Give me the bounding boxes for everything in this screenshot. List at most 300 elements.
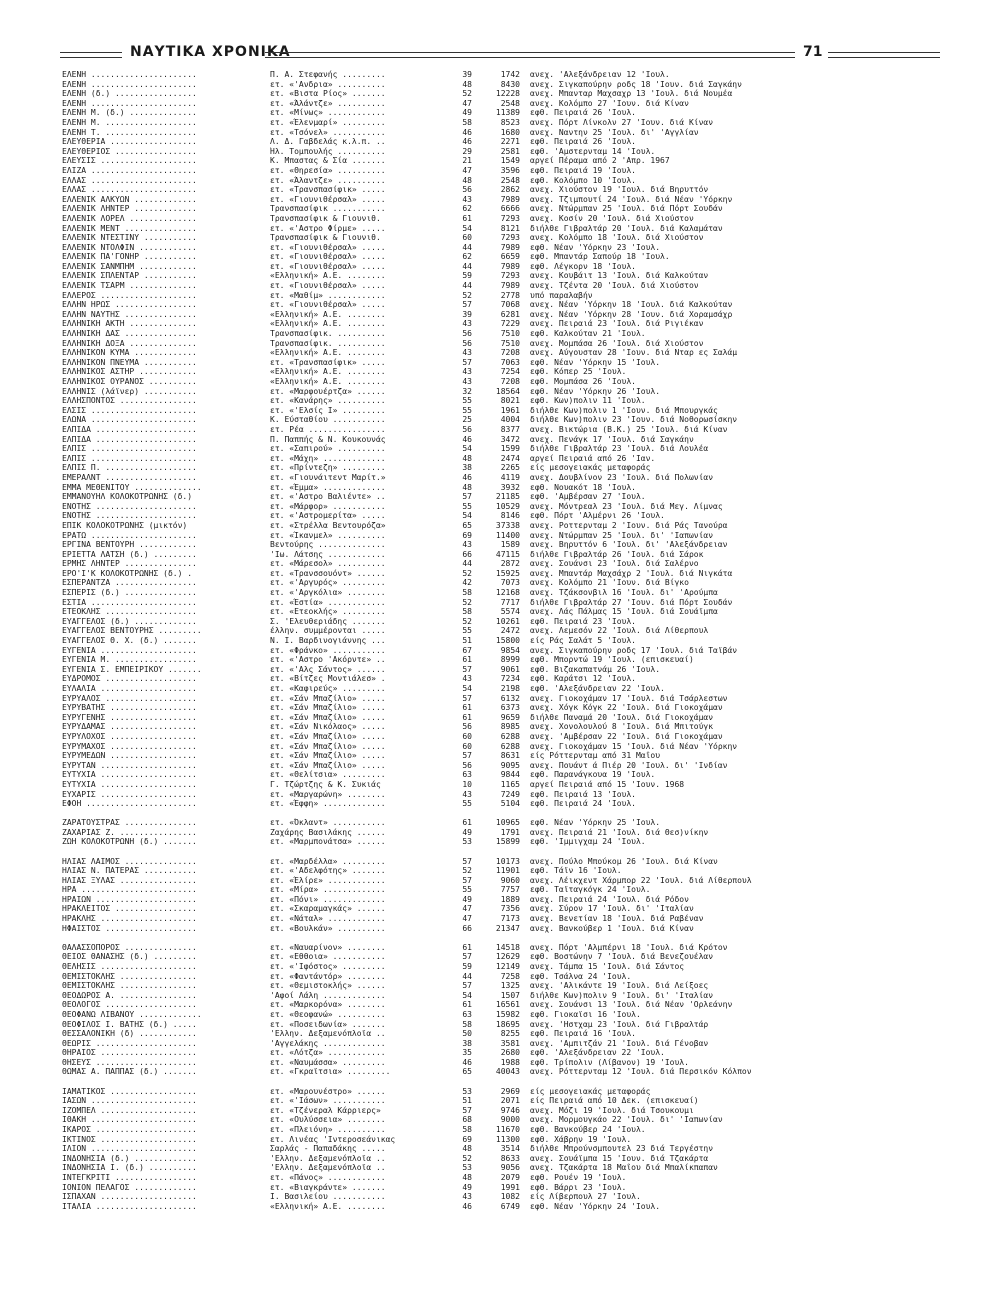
ship-status: εφθ. Πειραιά 23 'Ιουλ. [530, 616, 636, 626]
ship-entry [62, 99, 942, 109]
ship-entry [62, 751, 942, 761]
ship-status: εφθ. Πειραιά 16 'Ιουλ. [530, 1029, 636, 1039]
tonnage: 1988 [500, 1057, 520, 1067]
ship-owner: ετ. «Μάχη» ............. [270, 453, 386, 463]
ship-status: εφθ. Πειραιά 24 'Ιουλ. [530, 799, 636, 809]
tonnage: 1549 [500, 156, 520, 166]
ship-name: ΕΛΛΗΝΙΚΟΣ ΟΥΡΑΝΟΣ .......... [62, 377, 197, 386]
ship-owner: ετ. «'Αστρο Φίρμε» ..... [270, 223, 386, 233]
ship-entry [62, 1125, 942, 1135]
ship-name: ΕΛΣΙΣ ...................... [62, 405, 197, 415]
tonnage: 6288 [500, 731, 520, 741]
ship-name: ΕΛΠΙΣ ...................... [62, 453, 197, 463]
ship-status: εφθ. Βάρρι 23 'Ιουλ. [530, 1182, 627, 1192]
build-year: 53 [462, 837, 472, 847]
build-year: 44 [462, 261, 472, 271]
ship-entry [62, 1106, 942, 1116]
tonnage: 2271 [500, 137, 520, 147]
ship-owner: ετ. «Μαρδέλλα» ......... [270, 856, 386, 866]
ship-entry [62, 617, 942, 627]
build-year: 55 [462, 396, 472, 406]
ship-owner: ετ. «Τσόνελ» ........... [270, 127, 386, 137]
ship-status: ανεχ. Δουβλίνον 23 'Ιουλ. διά Πολωνίαν [530, 472, 714, 482]
ship-status: ανεχ. Σιγκαπούρην ροδς 17 'Ιουλ. διά Ταϊβάν [530, 645, 738, 655]
tonnage: 6373 [500, 703, 520, 713]
tonnage: 9060 [500, 875, 520, 885]
tonnage: 7173 [500, 914, 520, 924]
ship-owner: ετ. «Βιστα Ρίος» ....... [270, 89, 386, 99]
ship-status: ανεχ. Νέαν 'Υόρκην 18 'Ιουλ. διά Καλκούταν [530, 300, 733, 310]
ship-status: ανεχ. Πειραιά 24 'Ιουλ. διά Ρόδον [530, 894, 689, 904]
ship-name: ΘΗΣΕΥΣ ..................... [62, 1057, 197, 1067]
ship-owner: 'Αγγελάκης ............. [270, 1038, 386, 1048]
ship-status: ανεχ. Σουάϊμπα 15 'Ιουν. διά Τζακάρτα [530, 1153, 709, 1163]
ship-status: εφθ. 'Αμστερνταμ 14 'Ιουλ. [530, 146, 656, 156]
ship-name: ΕΡΙΕΤΤΑ ΛΑΤΣΗ (δ.) ......... [62, 549, 197, 559]
ship-name: ΕΛΠΙΣ ...................... [62, 444, 197, 454]
ship-status: διήλθε Κων)πολιν 1 'Ιουν. διά Μπουργκάς [530, 405, 718, 415]
ship-entry [62, 665, 942, 675]
ship-status: εφθ. Νέαν 'Υόρκην 24 'Ιουλ. [530, 1201, 661, 1211]
build-year: 53 [462, 1086, 472, 1096]
build-year: 48 [462, 175, 472, 185]
build-year: 44 [462, 281, 472, 291]
ship-entry [62, 684, 942, 694]
tonnage: 7717 [500, 597, 520, 607]
tonnage: 11901 [495, 866, 520, 876]
ship-status: ανεχ. Βενετίαν 18 'Ιουλ. διά Ραβέναν [530, 914, 704, 924]
ship-entry [62, 1000, 942, 1010]
ship-name: ΕΛΛΕΝΙΚ ΑΛΚΥΩΝ ............. [62, 194, 197, 204]
ship-owner: ετ. «'Αργκόλια» ........ [270, 588, 386, 598]
tonnage: 8021 [500, 396, 520, 406]
ship-status: είς Ράς Σαλάτ 5 'Ιουλ. [530, 636, 636, 646]
tonnage: 6281 [500, 309, 520, 319]
ship-owner: 'Ιω. Λάτσης ............ [270, 549, 386, 559]
ship-status: ανεχ. Πειραιά 21 'Ιουλ. διά Θεσ)νίκην [530, 827, 709, 837]
ship-owner: Τρανσπασίφικ & Γιουνιθ. [270, 213, 381, 223]
build-year: 46 [462, 127, 472, 137]
ship-owner: ετ. «Σάν Μπαζίλιο» ..... [270, 731, 386, 741]
ship-entry [62, 924, 942, 934]
build-year: 57 [462, 981, 472, 991]
ship-owner: ετ. «Γιουνιθέρσαλ» ..... [270, 281, 386, 291]
tonnage: 1889 [500, 894, 520, 904]
tonnage: 8255 [500, 1029, 520, 1039]
ship-name: ΕΣΠΕΡΙΣ (δ.) ............... [62, 588, 197, 598]
build-year: 50 [462, 1029, 472, 1039]
build-year: 69 [462, 1134, 472, 1144]
ship-owner: ετ. «Μίρα» ............. [270, 885, 386, 895]
ship-entry [62, 118, 942, 128]
ship-owner: ετ. «Σάν Μπαζίλιο» ..... [270, 741, 386, 751]
ship-entry [62, 962, 942, 972]
ship-entry [62, 722, 942, 732]
build-year: 48 [462, 1144, 472, 1154]
ship-entry [62, 703, 942, 713]
ship-name: ΕΥΡΥΒΑΤΗΣ .................. [62, 703, 197, 713]
build-year: 60 [462, 741, 472, 751]
ship-status: εφθ. 'Ιμμιγχαμ 24 'Ιουλ. [530, 837, 646, 847]
ship-owner: ετ. «Έμμα» ............. [270, 482, 386, 492]
ship-entry [62, 904, 942, 914]
ship-status: εφθ. Γιοκαϊσι 16 'Ιουλ. [530, 1009, 641, 1019]
ship-name: ΕΜΕΡΑΛΝΤ ................... [62, 472, 197, 482]
build-year: 52 [462, 1153, 472, 1163]
ship-name: ΕΥΡΥΤΑΝ .................... [62, 760, 197, 770]
tonnage: 6288 [500, 741, 520, 751]
ship-status: διήλθε Κων)πολιν 23 'Ιουν. διά Νοθορωσίσκην [530, 415, 738, 425]
ship-name: ΕΦΟΗ ....................... [62, 799, 197, 809]
build-year: 58 [462, 117, 472, 127]
build-year: 43 [462, 367, 472, 377]
ship-status: εφθ. Μπορντώ 19 'Ιουλ. (επισκευαί) [530, 655, 694, 665]
ship-owner: ετ. «Πάνος» ............ [270, 1172, 386, 1182]
ship-name: ΕΥΓΕΝΙΑ Μ. ................. [62, 655, 197, 665]
ship-entry [62, 1010, 942, 1020]
ship-name: ΕΛΛΗΝ ΗΡΩΣ ................. [62, 300, 197, 310]
ship-name: ΙΝΤΕΓΚΡΙΤΙ ................. [62, 1172, 197, 1182]
tonnage: 6749 [500, 1201, 520, 1211]
tonnage: 37338 [495, 520, 520, 530]
ship-entry [62, 1067, 942, 1077]
build-year: 57 [462, 856, 472, 866]
ship-owner: ετ. «Πρίντεζη» ......... [270, 463, 386, 473]
ship-owner: ετ. «Όκλαντ» ........... [270, 818, 386, 828]
ship-owner: ετ. «Σάν Μπαζίλιο» ..... [270, 703, 386, 713]
ship-owner: ετ. «Μαρουνέστρο» ...... [270, 1086, 386, 1096]
ship-owner: ετ. «Βιαγκράντε» ....... [270, 1182, 386, 1192]
tonnage: 7229 [500, 319, 520, 329]
tonnage: 7293 [500, 213, 520, 223]
ship-status: εφθ. Πειραιά 26 'Ιουλ. [530, 108, 636, 118]
build-year: 56 [462, 722, 472, 732]
ship-status: εφθ. Πειραιά 19 'Ιουλ. [530, 165, 636, 175]
ship-entry [62, 348, 942, 358]
ship-owner: ετ. «'Ανδρια» .......... [270, 79, 386, 89]
build-year: 54 [462, 990, 472, 1000]
ship-entry [62, 435, 942, 445]
ship-entry [62, 559, 942, 569]
ship-name: ΕΛΛΕΝΙΚ ΠΑ'ΓΟΝΗΡ ........... [62, 252, 197, 262]
ship-status: ανεχ. 'Αμπιτζάν 21 'Ιουλ. διά Γένοβαν [530, 1038, 709, 1048]
ship-entry [62, 1029, 942, 1039]
build-year: 55 [462, 501, 472, 511]
ship-status: ανεχ. Τάμπα 15 'Ιουλ. διά Σάντος [530, 961, 685, 971]
ship-name: ΕΛΛΕΝΙΚ ΤΣΑΡΜ .............. [62, 281, 197, 291]
tonnage: 7208 [500, 348, 520, 358]
ship-entry [62, 147, 942, 157]
ship-owner: Ι. Βασιλείου ........... [270, 1192, 386, 1202]
ship-name: ΕΥΤΥΧΙΑ .................... [62, 779, 197, 789]
ship-entry [62, 483, 942, 493]
build-year: 63 [462, 770, 472, 780]
ship-status: ανεχ. Μπανταρ Μαχσαχρ 13 'Ιουλ. διά Νουμέα [530, 89, 733, 99]
ship-name: ΕΥΡΥΓΕΝΗΣ .................. [62, 712, 197, 722]
ship-owner: ετ. «Ναυμάσσα» ......... [270, 1057, 386, 1067]
ship-owner: «Ελληνική» Α.Ε. ........ [270, 309, 386, 319]
ship-name: ΘΑΛΑΣΣΟΠΟΡΟΣ ............... [62, 942, 197, 952]
ship-entry [62, 1154, 942, 1164]
ship-entry [62, 502, 942, 512]
ship-entry [62, 761, 942, 771]
ship-entry [62, 1087, 942, 1097]
ship-entry [62, 540, 942, 550]
tonnage: 12228 [495, 89, 520, 99]
ship-owner: Κ. Μπαστας & Σία ....... [270, 156, 386, 166]
ship-name: ΗΛΙΑΣ Ν. ΠΑΤΕΡΑΣ ........... [62, 866, 197, 876]
ship-status: ανεχ. Μόζι 19 'Ιουλ. διά Τσουκουμι [530, 1105, 694, 1115]
ship-name: ΙΛΙΟΝ ...................... [62, 1144, 197, 1154]
tonnage: 7063 [500, 357, 520, 367]
tonnage: 1991 [500, 1182, 520, 1192]
ship-status: ανεχ. Τζέντα 20 'Ιουλ. διά Χιούστον [530, 281, 699, 291]
ship-entry [62, 1173, 942, 1183]
ship-status: ανεχ. Μορμουγκάο 22 'Ιουλ. δι' 'Ιαπωνίαν [530, 1115, 723, 1125]
ship-name: ΗΦΑΙΣΤΟΣ ................... [62, 923, 197, 933]
ship-owner: έλλην. συμμέρονται ..... [270, 626, 386, 636]
ship-owner: ετ. «Σάν Μπαζίλιο» ..... [270, 760, 386, 770]
ship-status: διήλθε Γιβραλτάρ 26 'Ιουλ. διά Σάροκ [530, 549, 704, 559]
build-year: 25 [462, 415, 472, 425]
ship-status: είς Λίβερπουλ 27 'Ιουλ. [530, 1192, 641, 1202]
build-year: 10 [462, 779, 472, 789]
ship-name: ΕΛΛΗΝΙΚΗ ΔΑΣ ............... [62, 329, 197, 339]
ship-owner: ετ. «Λότζα» ............ [270, 1048, 386, 1058]
ship-owner: ετ. «Μαργαρώνη» ........ [270, 789, 386, 799]
build-year: 54 [462, 511, 472, 521]
ship-status: ανεχ. Ροττερνταμ 2 'Ιουν. διά Ράς Τανούρα [530, 520, 728, 530]
tonnage: 10965 [495, 818, 520, 828]
tonnage: 2474 [500, 453, 520, 463]
build-year: 38 [462, 1038, 472, 1048]
tonnage: 11389 [495, 108, 520, 118]
build-year: 61 [462, 1000, 472, 1010]
tonnage: 10261 [495, 616, 520, 626]
ship-status: είς Πειραιά από 10 Δεκ. (επισκευαί) [530, 1096, 699, 1106]
build-year: 46 [462, 472, 472, 482]
ship-name: ΘΕΣΣΑΛΟΝΙΚΗ (δ) ............ [62, 1029, 197, 1039]
tonnage: 7068 [500, 300, 520, 310]
build-year: 48 [462, 453, 472, 463]
ship-status: ανεχ. Λάς Πάλμας 15 'Ιουλ. διά Σουάϊμπα [530, 607, 718, 617]
ship-entry [62, 885, 942, 895]
ship-name: ΗΡΑ ........................ [62, 885, 197, 895]
ship-owner: ετ. «Τζένεραλ Κάρριερς» [270, 1105, 381, 1115]
ship-status: ανεχ. Νέαν 'Υόρκην 28 'Ιουν. διά Χοραμσάχρ [530, 309, 733, 319]
ship-owner: ετ. «Γιουνιθέρσαλ» ..... [270, 261, 386, 271]
build-year: 43 [462, 540, 472, 550]
ship-entry [62, 80, 942, 90]
ship-status: εφθ. Κολόμπο 10 'Ιουλ. [530, 175, 636, 185]
ship-entry [62, 300, 942, 310]
build-year: 52 [462, 568, 472, 578]
tonnage: 8146 [500, 511, 520, 521]
ship-entry [62, 674, 942, 684]
ship-entry [62, 281, 942, 291]
ship-owner: ετ. «Μαρφουέρτζα» ...... [270, 386, 386, 396]
tonnage: 7510 [500, 329, 520, 339]
ship-owner: «Ελληνική» Α.Ε. ........ [270, 377, 386, 386]
ship-owner: ετ. «Βίτζες Μοντιάλεσ» . [270, 674, 386, 684]
ship-owner: ετ. «Θελίτσια» ......... [270, 770, 386, 780]
tonnage: 8523 [500, 117, 520, 127]
ship-name: ΕΥΑΓΓΕΛΟΣ Θ. Χ. (δ.) ....... [62, 636, 197, 646]
tonnage: 7258 [500, 971, 520, 981]
ship-owner: ετ. «Τρανσσουόντ» ...... [270, 568, 386, 578]
ship-entry [62, 732, 942, 742]
ship-name: ΖΩΗ ΚΟΛΟΚΟΤΡΩΝΗ (δ.) ....... [62, 837, 197, 847]
ship-entry [62, 1135, 942, 1145]
build-year: 48 [462, 482, 472, 492]
ship-status: ανεχ. 'Αμβέρσαν 22 'Ιουλ. διά Γιοκοχάμαν [530, 731, 723, 741]
ship-entry [62, 377, 942, 387]
ship-entry [62, 310, 942, 320]
ship-owner: «Ελληνική» Α.Ε. ........ [270, 319, 386, 329]
tonnage: 1165 [500, 779, 520, 789]
tonnage: 15899 [495, 837, 520, 847]
ship-name: ΕΥΡΥΑΛΟΣ ................... [62, 693, 197, 703]
build-year: 61 [462, 942, 472, 952]
ship-entry [62, 1020, 942, 1030]
ship-owner: ετ. «Τρανσπασίφικ» ..... [270, 185, 386, 195]
ship-status: εφθ. Λέγκορν 18 'Ιουλ. [530, 261, 636, 271]
ship-owner: Κ. Εύσταθίου ........... [270, 415, 386, 425]
ship-name: ΕΛΛΑΣ ...................... [62, 175, 197, 185]
ship-entry [62, 425, 942, 435]
ship-owner: «Ελληνική» Α.Ε. ........ [270, 348, 386, 358]
tonnage: 1680 [500, 127, 520, 137]
ship-status: ανεχ. Βηρυττόν 6 'Ιουλ. δι' 'Αλεξάνδρειαν [530, 540, 728, 550]
ship-owner: ετ. «'Αργυρός» ......... [270, 578, 386, 588]
ship-status: εφθ. Βιζακαπατνάμ 26 'Ιουλ. [530, 664, 661, 674]
tonnage: 3596 [500, 165, 520, 175]
tonnage: 9056 [500, 1163, 520, 1173]
build-year: 46 [462, 1057, 472, 1067]
ship-entry [62, 70, 942, 80]
ship-name: ΘΕΟΦΑΝΩ ΛΙΒΑΝΟΥ ............. [62, 1009, 202, 1019]
build-year: 54 [462, 223, 472, 233]
build-year: 46 [462, 1201, 472, 1211]
ship-owner: Γ. Τζώρτζης & Κ. Συκιάς [270, 779, 381, 789]
tonnage: 3581 [500, 1038, 520, 1048]
build-year: 62 [462, 252, 472, 262]
ship-name: ΕΛΕΝΗ ...................... [62, 79, 197, 89]
ship-entry [62, 271, 942, 281]
tonnage: 7989 [500, 194, 520, 204]
build-year: 51 [462, 1096, 472, 1106]
ship-entry [62, 799, 942, 809]
tonnage: 14518 [495, 942, 520, 952]
ship-status: διήλθε Μπρούνσμπουτελ 23 διά Τεργέστην [530, 1144, 714, 1154]
ship-owner: ετ. «Έστία» ............ [270, 597, 386, 607]
ship-status: ανεχ. Ντώρμπαν 25 'Ιουλ. δι' 'Ιαπωνίαν [530, 530, 714, 540]
tonnage: 21347 [495, 923, 520, 933]
journal-title: ΝΑΥΤΙΚΑ ΧΡΟΝΙΚΑ [130, 44, 291, 60]
ship-name: ΕΛΛΗΝΙΚΗ ΔΟΞΑ .............. [62, 338, 197, 348]
ship-name: ΕΛΛΕΝΙΚ ΝΤΕΣΤΙΝΥ ........... [62, 233, 197, 243]
tonnage: 7254 [500, 367, 520, 377]
build-year: 56 [462, 329, 472, 339]
tonnage: 8631 [500, 751, 520, 761]
ship-entry [62, 128, 942, 138]
ship-owner: ετ. «Άλαντζε» .......... [270, 175, 386, 185]
ship-status: ανεχ. Πούλο Μπούκομ 26 'Ιουλ. διά Κίναν [530, 856, 718, 866]
tonnage: 7293 [500, 271, 520, 281]
ship-status: ανεχ. Σουάνσι 23 'Ιουλ. διά Σαλέρνο [530, 559, 699, 569]
ship-owner: ετ. «Μίνως» ............ [270, 108, 386, 118]
tonnage: 7989 [500, 242, 520, 252]
ship-status: εφθ. Κόπερ 25 'Ιουλ. [530, 367, 627, 377]
ship-entry [62, 108, 942, 118]
tonnage: 18564 [495, 386, 520, 396]
tonnage: 9095 [500, 760, 520, 770]
ship-name: ΘΕΜΙΣΤΟΚΛΗΣ ................ [62, 971, 197, 981]
ship-owner: ετ. «Φαντάντόρ» ........ [270, 971, 386, 981]
build-year: 43 [462, 348, 472, 358]
ship-owner: ετ. «Τρανσπασίφικ» ..... [270, 357, 386, 367]
ship-entry [62, 646, 942, 656]
ship-entry [62, 1183, 942, 1193]
ship-owner: ετ. «Θεμιστοκλής» ...... [270, 981, 386, 991]
ship-name: ΕΡΟ'Ι'Κ ΚΟΛΟΚΟΤΡΩΝΗΣ (δ.) . [62, 568, 193, 578]
tonnage: 12168 [495, 588, 520, 598]
ship-status: ανεχ. Γιοκοχάμαν 15 'Ιουλ. διά Νέαν 'Υόρκην [530, 741, 738, 751]
tonnage: 15925 [495, 568, 520, 578]
tonnage: 9061 [500, 664, 520, 674]
ship-name: ΕΛΕΝΗ Τ. ................... [62, 127, 197, 137]
ship-status: εφθ. 'Αλεξάνδρειαν 22 'Ιουλ. [530, 1048, 665, 1058]
ship-name: ΕΛΛΗΝ ΝΑΥΤΗΣ ............... [62, 309, 197, 319]
letter-group [62, 1087, 942, 1212]
build-year: 67 [462, 645, 472, 655]
ship-status: εφθ. Παρανάγκουα 19 'Ιουλ. [530, 770, 656, 780]
ship-owner: ετ. «'Ιφόστος» ......... [270, 961, 386, 971]
ship-name: ΕΝΟΤΗΣ ..................... [62, 511, 197, 521]
tonnage: 7989 [500, 261, 520, 271]
ship-status: είς μεσογειακάς μεταφοράς [530, 1086, 651, 1096]
ship-entry [62, 166, 942, 176]
build-year: 69 [462, 530, 472, 540]
ship-entry [62, 636, 942, 646]
tonnage: 9659 [500, 712, 520, 722]
ship-owner: 'Ελλην. Δεξαμενόπλοϊα .. [270, 1029, 386, 1039]
ship-status: ανεχ. Ρόττερνταμ 12 'Ιουλ. διά Περσικόν Κόλπον [530, 1067, 752, 1077]
ship-owner: ετ. Ρέα ................ [270, 424, 386, 434]
build-year: 58 [462, 588, 472, 598]
tonnage: 2071 [500, 1096, 520, 1106]
build-year: 43 [462, 319, 472, 329]
ship-entry [62, 473, 942, 483]
ship-entry [62, 415, 942, 425]
ship-status: ανεχ. Βανκούβερ 1 'Ιουλ. διά Κίναν [530, 923, 694, 933]
build-year: 29 [462, 146, 472, 156]
tonnage: 7989 [500, 281, 520, 291]
page-header [60, 44, 940, 66]
ship-status: ανεχ. Μπαντάρ Μαχσάχρ 2 'Ιουλ. διά Νιγκάτα [530, 568, 733, 578]
build-year: 43 [462, 1192, 472, 1202]
ship-status: εφθ. Νέαν 'Υόρκην 26 'Ιουλ. [530, 386, 661, 396]
ship-status: είς μεσογειακάς μεταφοράς [530, 463, 651, 473]
ship-owner: ετ. «Άλάντζε» .......... [270, 98, 386, 108]
ship-name: ΕΠΙΚ ΚΟΛΟΚΟΤΡΩΝΗΣ (μικτόν) [62, 520, 188, 530]
tonnage: 7356 [500, 904, 520, 914]
ship-owner: ετ. «'Αστρομερίτα» ..... [270, 511, 386, 521]
tonnage: 2548 [500, 98, 520, 108]
ship-entry [62, 444, 942, 454]
ship-name: ΕΛΕΝΗ Μ. ................... [62, 117, 197, 127]
ship-name: ΕΛΕΥΘΕΡΙΑ .................. [62, 137, 197, 147]
